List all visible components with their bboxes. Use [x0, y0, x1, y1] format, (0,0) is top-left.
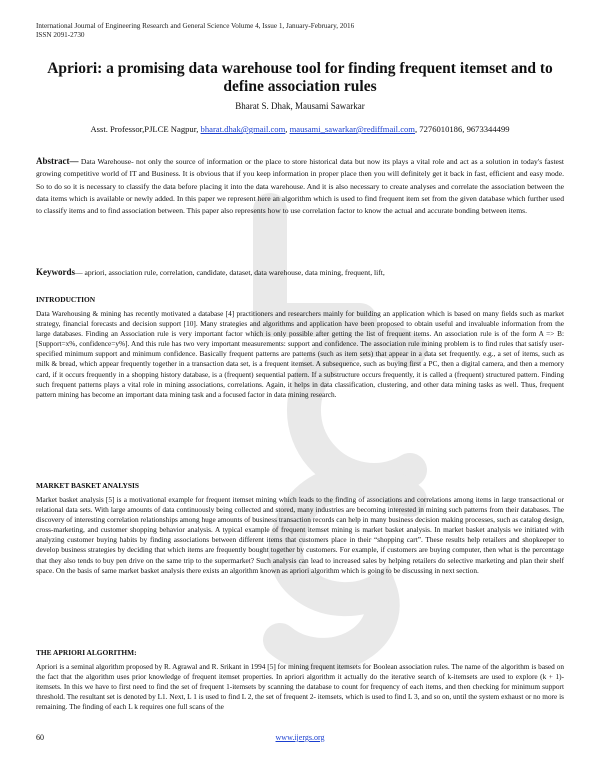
- journal-url-link[interactable]: www.ijergs.org: [275, 733, 325, 742]
- author-list: Bharat S. Dhak, Mausami Sawarkar: [235, 101, 365, 111]
- keywords-block: [36, 267, 564, 277]
- affiliation-prefix: Asst. Professor,PJLCE Nagpur,: [90, 124, 201, 134]
- journal-header: International Journal of Engineering Research and General Science Volume 4, Issue 1, January-February, 2016: [36, 22, 355, 30]
- abstract-label: Abstract—: [36, 156, 79, 166]
- email-link-1[interactable]: bharat.dhak@gmail.com: [200, 124, 286, 134]
- page-number: 60: [36, 733, 44, 742]
- paper-title: Apriori: a promising data warehouse tool for finding frequent itemset and to define association rules: [47, 60, 553, 95]
- market-basket-heading: MARKET BASKET ANALYSIS: [36, 481, 139, 490]
- affiliation-separator: ,: [285, 124, 290, 134]
- keywords-text: — apriori, association rule, correlation, candidate, dataset, data warehouse, data mining, frequent, lift,: [75, 268, 385, 277]
- keywords-label: Keywords: [36, 267, 75, 277]
- issn-line: ISSN 2091-2730: [36, 31, 85, 39]
- apriori-heading: THE APRIORI ALGORITHM:: [36, 648, 137, 657]
- introduction-heading: INTRODUCTION: [36, 295, 96, 304]
- introduction-text: Data Warehousing & mining has recently motivated a database [4] practitioners and researchers mainly for building an application which is based on many fields such as market strategy, financial forecasts and decision support [10]. Many strategies and algorithms and application have been proposed to obtain useful and invaluable information from the large databases. Finding an Association rule is very important factor which is only possible after getting the list of frequent items. An association rule is of the form A => B: [Support=x%, confidence=y%]. And this rule has two very important measurements: support and confidence. The association rule mining problem is to find rules that satisfy user-specified minimum support and minimum confidence. Basically frequent patterns are patterns (such as item sets) that appear in a data set frequently. e.g., a set of items, such as milk & bread, which appear frequently together in a transaction data set, is a frequent itemset. A subsequence, such as buying first a PC, then a digital camera, and then a memory card, if it occurs frequently in a shopping history database, is a (frequent) sequential pattern. If a substructure occurs frequently, it is called a (frequent) structured pattern. Finding such frequent patterns plays a vital role in mining associations, correlations. Again, it helps in data classification, clustering, and other data mining tasks as well. Thus, frequent pattern mining has become an important data mining task and a focused factor in data mining research.: [36, 309, 564, 399]
- email-link-2[interactable]: mausami_sawarkar@rediffmail.com: [289, 124, 415, 134]
- apriori-text: Apriori is a seminal algorithm proposed by R. Agrawal and R. Srikant in 1994 [5] for mining frequent itemsets for Boolean association rules. The name of the algorithm is based on the fact that the algorithm uses prior knowledge of frequent itemset properties. In apriori algorithm it actually do the iterative search of k-itemsets are used to explore (k + 1)-itemsets. In this we have to first need to find the set of frequent 1-itemsets by scanning the database to count for frequency of each items, and then checking for minimum support threshold. The resultant set is denoted by L1. Next, L 1 is used to find L 2, the set of frequent 2- itemsets, which is used to find L 3, and so on, until the system exhaust or no more is remaining. The finding of each L k requires one full scans of the: [36, 662, 564, 712]
- market-basket-text: Market basket analysis [5] is a motivational example for frequent itemset mining which leads to the finding of associations and correlations among items in large transactional or relational data sets. With large amounts of data continuously being collected and stored, many industries are becoming interested in mining such patterns from their databases. The discovery of interesting correlation relationships among huge amounts of business transaction records can help in many business decision making processes, such as catalog design, cross-marketing, and customer shopping behavior analysis. A typical example of frequent itemset mining is market basket analysis. In market basket analysis we initiated with analyzing customer buying habits by finding associations between different items that customers place in their “shopping cart”. These results help retailers and shopkeeper to develop business strategies by deciding that which items are frequently bought together by customers. For example, if customers are buying computer, then what is the percentage that they also tends to buy pen drive on the same trip to the supermarket? Such analysis can lead to increased sales by helping retailers do selective marketing and plan their shelf space. On the basis of same market basket analysis there exists an algorithm known as apriori algorithm which is going to be discussing in next section.: [36, 495, 564, 575]
- watermark-logo: [210, 170, 470, 670]
- abstract-block: [36, 155, 564, 217]
- watermark-stroke-1: [270, 210, 360, 320]
- affiliation-phones: , 7276010186, 9673344499: [415, 124, 510, 134]
- author-affiliation: [30, 124, 570, 134]
- abstract-text: Data Warehouse- not only the source of information or the place to store historical data but now its plays a vital role and act as a solution in today's fastest growing competitive world of IT and Business. It is obvious that if you keep information in proper place then you will definitely get it back in fast, efficient and easy mode. So to do so it is necessary to classify the data before placing it into the data warehouse. And it is also necessary to create analyses and correlate the association between the data items which is available or newly added. In this paper we represent here an algorithm which is used to find frequent item set from the given database which further used to classify items and to find association between. This paper also represents how to use correlation factor to know the actual and accurate bonding between items.: [36, 157, 564, 216]
